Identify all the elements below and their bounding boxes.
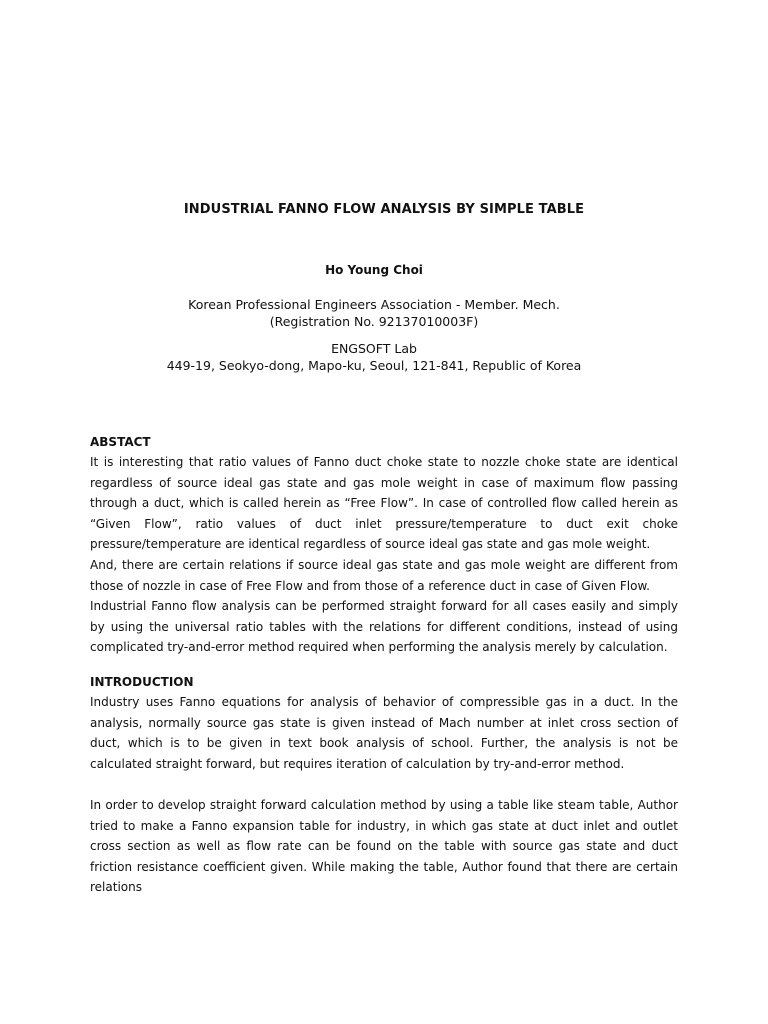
introduction-paragraph: In order to develop straight forward calculation method by using a table like steam table, Author tried to make a Fanno expansion table for industry, in which gas state at duct inlet and outlet cross section as well as flow rate can be found on the table with source gas state and duct friction resistance coefficient given. While making the table, Author found that there are certain relations [90,797,678,895]
abstract-heading: ABSTACT [90,435,151,449]
introduction-heading: INTRODUCTION [90,675,194,689]
author-name: Ho Young Choi [325,263,423,277]
affiliation-lab [0,340,748,374]
affiliation-line: (Registration No. 92137010003F) [269,314,479,329]
affiliation-association [0,296,748,330]
affiliation-line: 449-19, Seokyo-dong, Mapo-ku, Seoul, 121-841, Republic of Korea [166,358,582,373]
abstract-paragraph: And, there are certain relations if source ideal gas state and gas mole weight are different from those of nozzle in case of Free Flow and from those of a reference duct in case of Given Flow. [90,557,678,593]
affiliation-line: ENGSOFT Lab [331,341,417,356]
introduction-section [90,672,678,898]
introduction-paragraph: Industry uses Fanno equations for analysis of behavior of compressible gas in a duct. In the analysis, normally source gas state is given instead of Mach number at inlet cross section of duct, which is to be given in text book analysis of school. Further, the analysis is not be calculated straight forward, but requires iteration of calculation by try-and-error method. [90,695,678,771]
abstract-paragraph: It is interesting that ratio values of Fanno duct choke state to nozzle choke state are identical regardless of source ideal gas state and gas mole weight in case of maximum flow passing through a duct, which is called herein as “Free Flow”. In case of controlled flow called herein as “Given Flow”, ratio values of duct inlet pressure/temperature to duct exit choke pressure/temperature are identical regardless of source ideal gas state and gas mole weight. [90,455,678,552]
abstract-paragraph: Industrial Fanno flow analysis can be performed straight forward for all cases easily and simply by using the universal ratio tables with the relations for different conditions, instead of using complicated try-and-error method required when performing the analysis merely by calculation. [90,599,678,655]
paper-title: INDUSTRIAL FANNO FLOW ANALYSIS BY SIMPLE TABLE [183,202,585,217]
abstract-section [90,432,678,658]
affiliation-line: Korean Professional Engineers Association - Member. Mech. [188,297,560,312]
